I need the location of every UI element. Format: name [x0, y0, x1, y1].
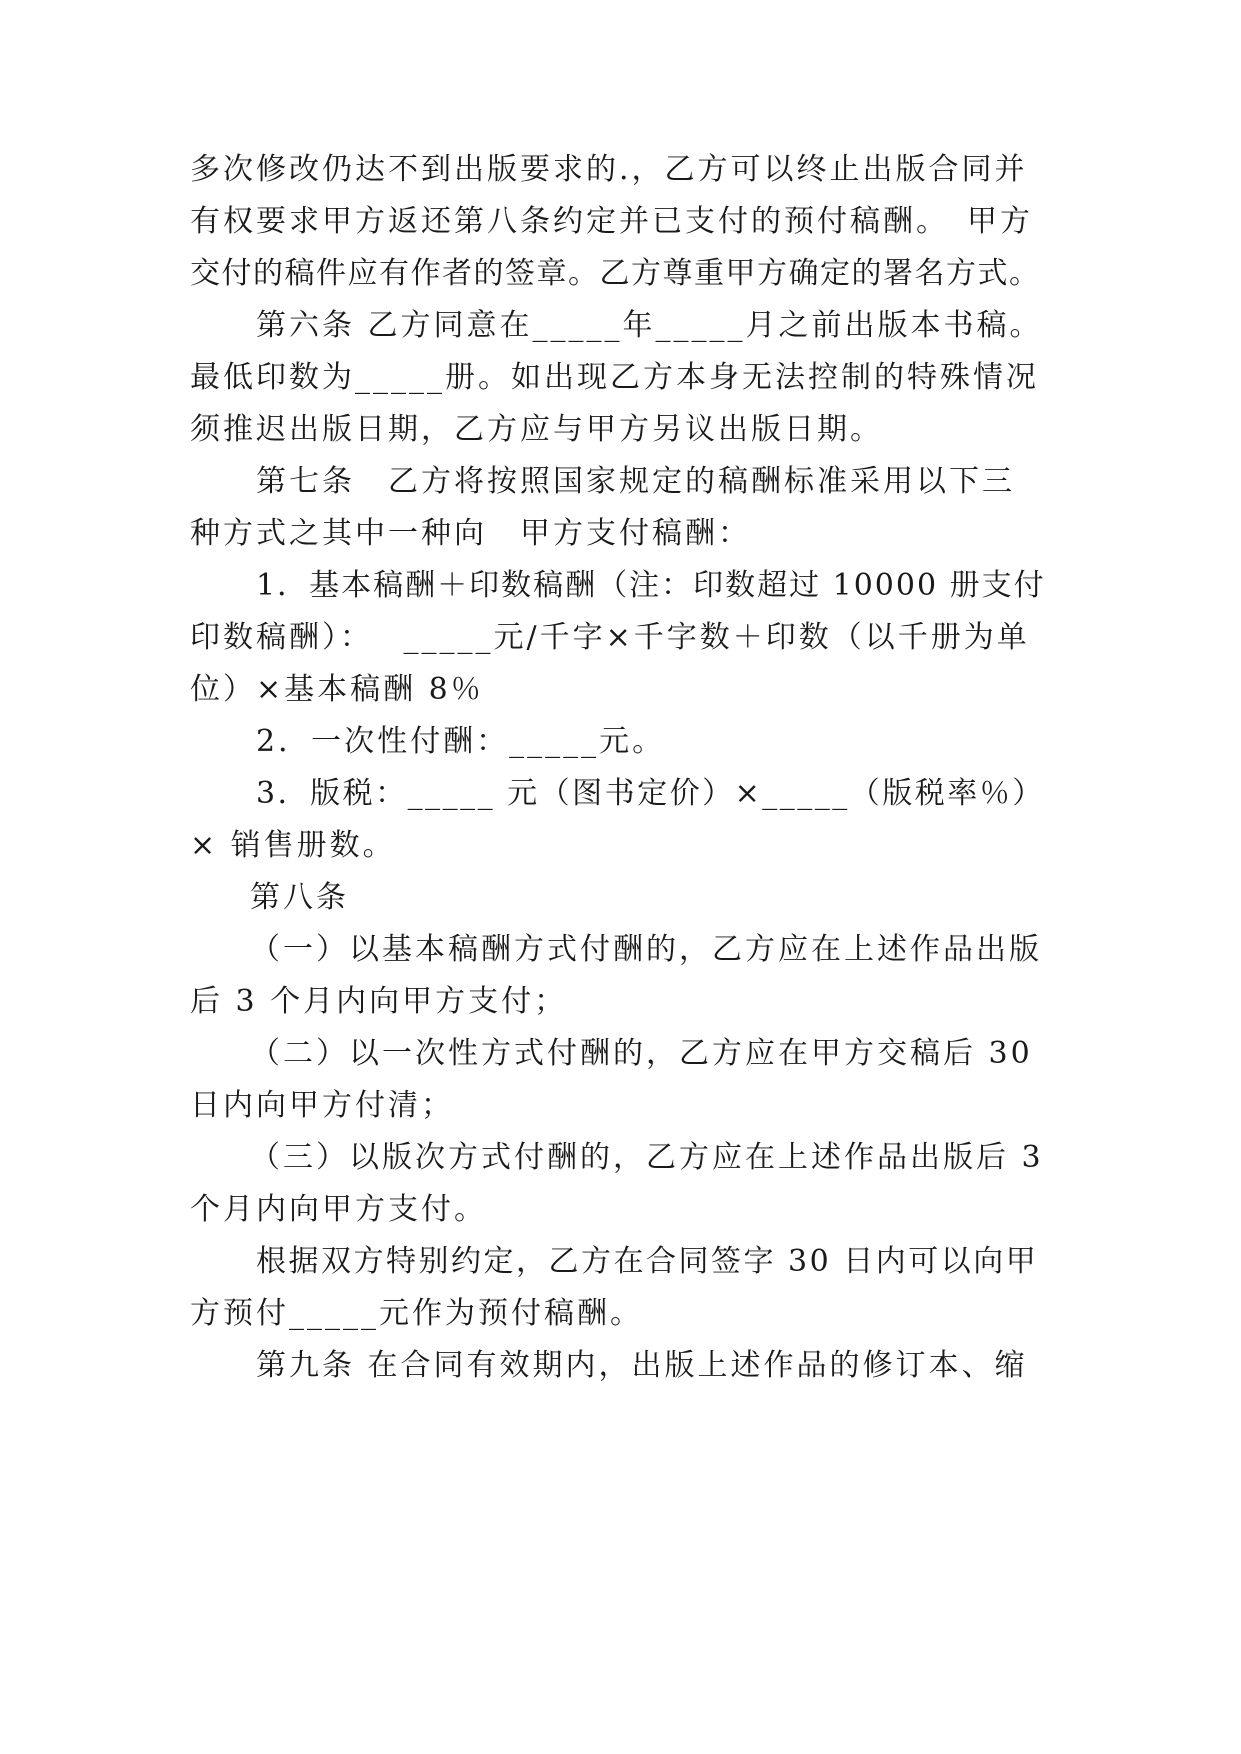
clause-2-line: （二）以一次性方式付酬的，乙方应在甲方交稿后 30: [250, 1036, 1033, 1071]
paragraph-line: 交付的稿件应有作者的签章。乙方尊重甲方确定的署名方式。: [190, 256, 1041, 291]
clause-1-line: （一）以基本稿酬方式付酬的，乙方应在上述作品出版: [250, 932, 1042, 967]
paragraph-line: 印数稿酬）： _____元/千字×千字数＋印数（以千册为单: [190, 620, 1030, 655]
option-1-line: 1．基本稿酬＋印数稿酬（注：印数超过 10000 册支付: [256, 568, 1046, 603]
option-2-line: 2．一次性付酬：_____元。: [256, 724, 666, 759]
clause-3-line: （三）以版次方式付酬的，乙方应在上述作品出版后 3: [250, 1140, 1044, 1175]
paragraph-line: 最低印数为_____册。如出现乙方本身无法控制的特殊情况: [190, 360, 1039, 395]
paragraph-line: 方预付_____元作为预付稿酬。: [190, 1296, 643, 1331]
paragraph-line: 须推迟出版日期，乙方应与甲方另议出版日期。: [190, 412, 883, 447]
article-9-heading-line: 第九条 在合同有效期内，出版上述作品的修订本、缩: [256, 1348, 1028, 1383]
paragraph-line: 日内向甲方付清；: [190, 1088, 454, 1123]
paragraph-line: 多次修改仍达不到出版要求的.，乙方可以终止出版合同并: [190, 152, 1028, 187]
article-8-heading: 第八条: [250, 880, 349, 915]
article-7-heading-line: 第七条 乙方将按照国家规定的稿酬标准采用以下三: [256, 464, 1015, 499]
article-6-heading-line: 第六条 乙方同意在_____年_____月之前出版本书稿。: [256, 308, 1043, 343]
paragraph-line: 个月内向甲方支付。: [190, 1192, 487, 1227]
option-3-line: 3．版税：_____ 元（图书定价）×_____（版税率％）: [256, 776, 1045, 811]
paragraph-line: 位）×基本稿酬 8％: [190, 672, 484, 707]
paragraph-line: 后 3 个月内向甲方支付；: [190, 984, 568, 1019]
special-agreement-line: 根据双方特别约定，乙方在合同签字 30 日内可以向甲: [256, 1244, 1039, 1279]
paragraph-line: 种方式之其中一种向 甲方支付稿酬：: [190, 516, 751, 551]
paragraph-line: × 销售册数。: [190, 828, 396, 863]
paragraph-line: 有权要求甲方返还第八条约定并已支付的预付稿酬。 甲方: [190, 204, 1033, 239]
